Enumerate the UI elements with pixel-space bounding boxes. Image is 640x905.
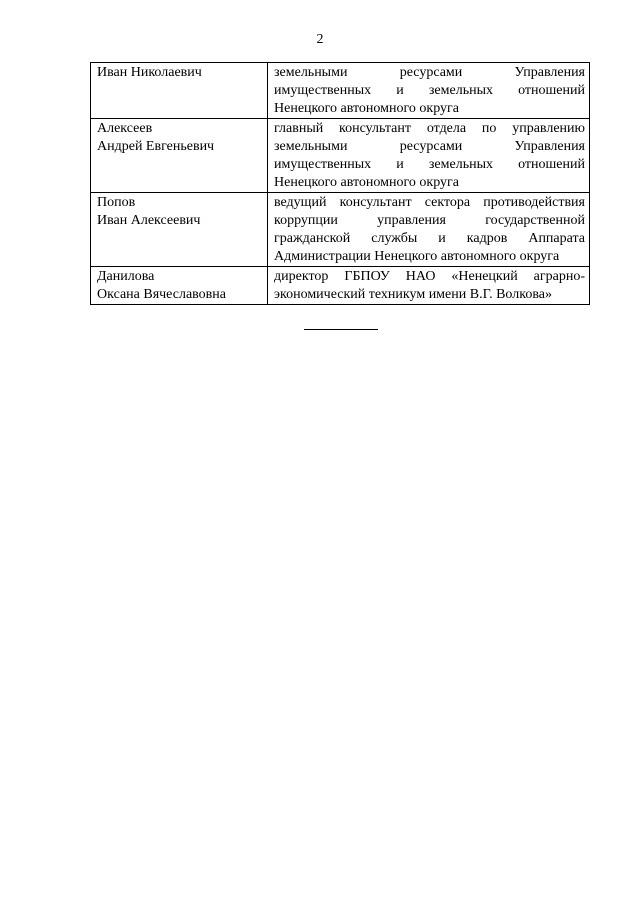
table-row [91,63,590,119]
member-role-cell: ведущий консультант сектора противодействия коррупции управления государственной гражданской службы и кадров Аппарата Администрации Ненецкого автономного округа [268,193,590,267]
member-surname: Алексеев [97,121,153,136]
end-divider-line [304,329,378,330]
member-given-name: Оксана Вячеславовна [97,287,226,302]
member-surname: Данилова [97,269,155,284]
member-surname: Попов [97,195,136,210]
member-name-cell [91,63,268,119]
table-row [91,193,590,267]
table-row [91,267,590,305]
member-name-cell [91,119,268,193]
member-name-cell [91,267,268,305]
member-given-name: Андрей Евгеньевич [97,139,215,154]
member-role-cell: главный консультант отдела по управлению земельными ресурсами Управления имущественных и земельных отношений Ненецкого автономного округа [268,119,590,193]
page-number: 2 [316,32,324,47]
table-row [91,119,590,193]
members-table [90,62,590,305]
member-name-line: Иван Николаевич [97,65,202,80]
member-role-cell: земельными ресурсами Управления имущественных и земельных отношений Ненецкого автономного округа [268,63,590,119]
member-name-cell [91,193,268,267]
member-given-name: Иван Алексеевич [97,213,201,228]
member-role-cell: директор ГБПОУ НАО «Ненецкий аграрно-экономический техникум имени В.Г. Волкова» [268,267,590,305]
